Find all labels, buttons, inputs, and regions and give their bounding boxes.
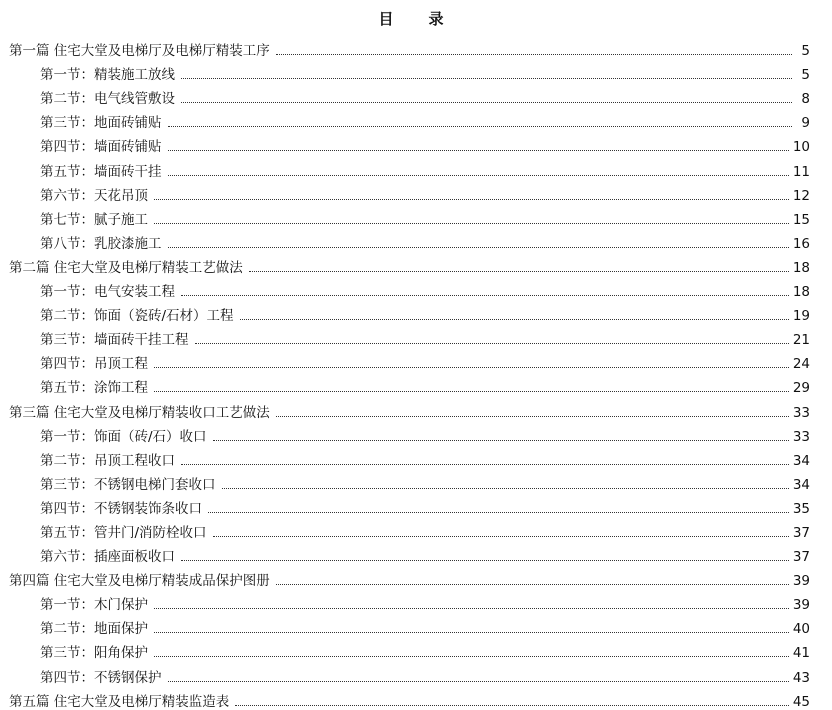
toc-title: 目 录: [378, 10, 454, 28]
toc-page-number: 33: [792, 404, 810, 421]
toc-section-entry[interactable]: [0, 348, 832, 372]
dot-leader: [181, 560, 789, 561]
toc-section-entry[interactable]: [0, 637, 832, 661]
toc-entry-label: 第一篇 住宅大堂及电梯厅及电梯厅精装工序: [9, 43, 270, 60]
dot-leader: [181, 295, 789, 296]
dot-leader: [168, 681, 789, 682]
toc-page-number: 39: [792, 597, 810, 614]
toc-page-number: 40: [792, 621, 810, 638]
toc-section-entry[interactable]: [0, 589, 832, 613]
toc-entry-label: 第一节：饰面（砖/石）收口: [40, 428, 207, 445]
toc-page-number: 29: [792, 380, 810, 397]
toc-entry-label: 第五篇 住宅大堂及电梯厅精装监造表: [9, 693, 230, 710]
dot-leader: [240, 319, 789, 320]
dot-leader: [208, 512, 789, 513]
toc-entry-label: 第一节：木门保护: [40, 597, 148, 614]
toc-section-entry[interactable]: [0, 541, 832, 565]
dot-leader: [276, 54, 792, 55]
toc-page-number: 9: [801, 115, 810, 132]
toc-section-entry[interactable]: [0, 300, 832, 324]
dot-leader: [213, 440, 789, 441]
toc-part-entry[interactable]: [0, 565, 832, 589]
toc-entry-label: 第六节：天花吊顶: [40, 187, 148, 204]
toc-entry-label: 第六节：插座面板收口: [40, 549, 175, 566]
toc-section-entry[interactable]: [0, 517, 832, 541]
toc-page-number: 5: [801, 43, 810, 60]
dot-leader: [154, 199, 789, 200]
dot-leader: [154, 391, 789, 392]
toc-section-entry[interactable]: [0, 228, 832, 252]
dot-leader: [154, 223, 789, 224]
dot-leader: [154, 656, 789, 657]
toc-page-number: 37: [792, 524, 810, 541]
toc-section-entry[interactable]: [0, 493, 832, 517]
toc-part-entry[interactable]: [0, 35, 832, 59]
dot-leader: [154, 608, 789, 609]
toc-page-number: 10: [792, 139, 810, 156]
toc-section-entry[interactable]: [0, 324, 832, 348]
toc-section-entry[interactable]: [0, 276, 832, 300]
toc-entry-label: 第四节：吊顶工程: [40, 356, 148, 373]
toc-section-entry[interactable]: [0, 469, 832, 493]
toc-section-entry[interactable]: [0, 155, 832, 179]
toc-entry-label: 第五节：墙面砖干挂: [40, 163, 162, 180]
toc-page-number: 15: [792, 211, 810, 228]
toc-part-entry[interactable]: [0, 686, 832, 710]
toc-entry-label: 第四节：墙面砖铺贴: [40, 139, 162, 156]
toc-section-entry[interactable]: [0, 107, 832, 131]
toc-section-entry[interactable]: [0, 204, 832, 228]
toc-page-number: 16: [792, 235, 810, 252]
dot-leader: [168, 175, 789, 176]
toc-part-entry[interactable]: [0, 252, 832, 276]
toc-page-number: 18: [792, 259, 810, 276]
toc-page-number: 37: [792, 549, 810, 566]
dot-leader: [168, 150, 789, 151]
toc-page-number: 35: [792, 500, 810, 517]
toc-page-number: 43: [792, 669, 810, 686]
dot-leader: [168, 247, 789, 248]
toc-section-entry[interactable]: [0, 83, 832, 107]
toc-page-number: 34: [792, 476, 810, 493]
dot-leader: [222, 488, 789, 489]
toc-entry-label: 第七节：腻子施工: [40, 211, 148, 228]
toc-entry-label: 第二节：地面保护: [40, 621, 148, 638]
toc-entry-label: 第二篇 住宅大堂及电梯厅精装工艺做法: [9, 259, 243, 276]
toc-page-number: 24: [792, 356, 810, 373]
toc-entry-label: 第三节：不锈钢电梯门套收口: [40, 476, 216, 493]
toc-section-entry[interactable]: [0, 59, 832, 83]
dot-leader: [276, 584, 789, 585]
toc-entry-label: 第八节：乳胶漆施工: [40, 235, 162, 252]
toc-entry-label: 第三篇 住宅大堂及电梯厅精装收口工艺做法: [9, 404, 270, 421]
toc-entry-label: 第三节：地面砖铺贴: [40, 115, 162, 132]
toc-entry-label: 第一节：精装施工放线: [40, 67, 175, 84]
toc-page-number: 12: [792, 187, 810, 204]
toc-entry-label: 第二节：电气线管敷设: [40, 91, 175, 108]
toc-section-entry[interactable]: [0, 661, 832, 685]
toc-page-number: 33: [792, 428, 810, 445]
dot-leader: [154, 367, 789, 368]
toc-page-number: 34: [792, 452, 810, 469]
toc-page-number: 39: [792, 573, 810, 590]
dot-leader: [154, 632, 789, 633]
toc-section-entry[interactable]: [0, 372, 832, 396]
dot-leader: [276, 416, 789, 417]
table-of-contents: [0, 35, 832, 710]
toc-entry-label: 第五节：管井门/消防栓收口: [40, 524, 207, 541]
dot-leader: [181, 102, 792, 103]
toc-entry-label: 第五节：涂饰工程: [40, 380, 148, 397]
dot-leader: [249, 271, 789, 272]
toc-page-number: 18: [792, 284, 810, 301]
toc-section-entry[interactable]: [0, 180, 832, 204]
toc-part-entry[interactable]: [0, 396, 832, 420]
dot-leader: [235, 705, 789, 706]
toc-entry-label: 第一节：电气安装工程: [40, 284, 175, 301]
toc-section-entry[interactable]: [0, 421, 832, 445]
toc-entry-label: 第三节：阳角保护: [40, 645, 148, 662]
toc-entry-label: 第三节：墙面砖干挂工程: [40, 332, 189, 349]
dot-leader: [181, 464, 789, 465]
toc-section-entry[interactable]: [0, 131, 832, 155]
toc-page-number: 41: [792, 645, 810, 662]
toc-entry-label: 第二节：吊顶工程收口: [40, 452, 175, 469]
toc-section-entry[interactable]: [0, 613, 832, 637]
dot-leader: [168, 126, 793, 127]
toc-section-entry[interactable]: [0, 445, 832, 469]
dot-leader: [181, 78, 792, 79]
dot-leader: [195, 343, 789, 344]
toc-entry-label: 第四篇 住宅大堂及电梯厅精装成品保护图册: [9, 573, 270, 590]
toc-page-number: 11: [792, 163, 810, 180]
toc-page-number: 21: [792, 332, 810, 349]
toc-page-number: 45: [792, 693, 810, 710]
toc-entry-label: 第四节：不锈钢装饰条收口: [40, 500, 202, 517]
toc-entry-label: 第二节：饰面（瓷砖/石材）工程: [40, 308, 234, 325]
toc-page-number: 5: [801, 67, 810, 84]
toc-entry-label: 第四节：不锈钢保护: [40, 669, 162, 686]
toc-page-number: 19: [792, 308, 810, 325]
toc-page-number: 8: [801, 91, 810, 108]
dot-leader: [213, 536, 789, 537]
